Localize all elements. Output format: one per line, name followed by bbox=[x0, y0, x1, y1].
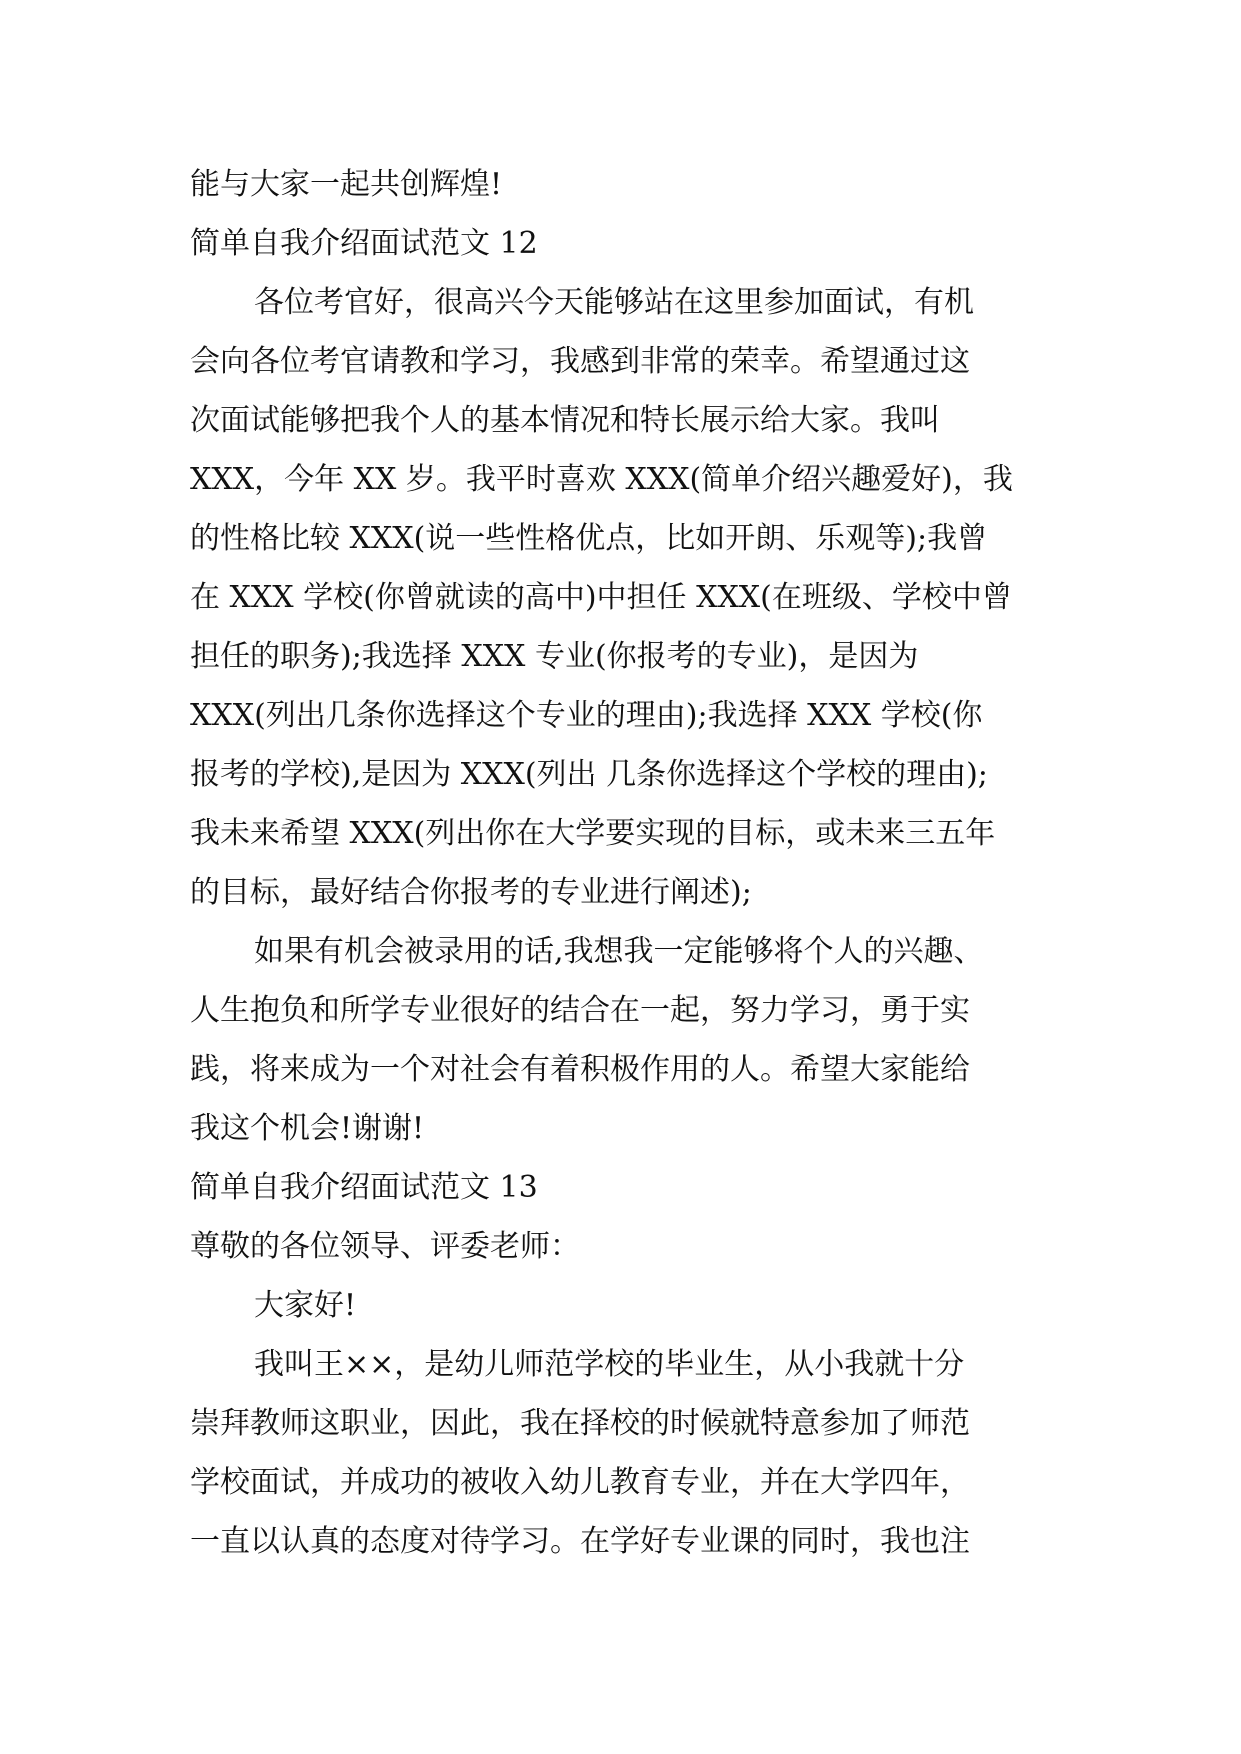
paragraph-line: 会向各位考官请教和学习，我感到非常的荣幸。希望通过这 bbox=[190, 344, 970, 379]
paragraph-line: 报考的学校),是因为 XXX(列出 几条你选择这个学校的理由); bbox=[190, 757, 988, 792]
paragraph-line: 崇拜教师这职业，因此，我在择校的时候就特意参加了师范 bbox=[190, 1406, 970, 1441]
paragraph-line: 的性格比较 XXX(说一些性格优点，比如开朗、乐观等);我曾 bbox=[190, 521, 988, 556]
greeting: 大家好! bbox=[254, 1288, 357, 1323]
paragraph-line: 我叫王××，是幼儿师范学校的毕业生，从小我就十分 bbox=[254, 1347, 965, 1382]
paragraph-line: 次面试能够把我个人的基本情况和特长展示给大家。我叫 bbox=[190, 403, 940, 438]
paragraph-line: 一直以认真的态度对待学习。在学好专业课的同时，我也注 bbox=[190, 1524, 970, 1559]
paragraph-line: 践，将来成为一个对社会有着积极作用的人。希望大家能给 bbox=[190, 1052, 970, 1087]
paragraph-line: XXX，今年 XX 岁。我平时喜欢 XXX(简单介绍兴趣爱好)，我 bbox=[190, 462, 1013, 497]
paragraph-line: 如果有机会被录用的话,我想我一定能够将个人的兴趣、 bbox=[254, 934, 984, 969]
paragraph-line: 在 XXX 学校(你曾就读的高中)中担任 XXX(在班级、学校中曾 bbox=[190, 580, 1012, 615]
paragraph-line: 学校面试，并成功的被收入幼儿教育专业，并在大学四年， bbox=[190, 1465, 970, 1500]
paragraph-line: 我未来希望 XXX(列出你在大学要实现的目标，或未来三五年 bbox=[190, 816, 996, 851]
paragraph-line: 的目标，最好结合你报考的专业进行阐述); bbox=[190, 875, 752, 910]
salutation: 尊敬的各位领导、评委老师： bbox=[190, 1229, 580, 1264]
text-line: 能与大家一起共创辉煌! bbox=[190, 167, 503, 202]
document-page bbox=[190, 155, 1051, 1571]
paragraph-line: 人生抱负和所学专业很好的结合在一起，努力学习，勇于实 bbox=[190, 993, 970, 1028]
paragraph-line: 担任的职务);我选择 XXX 专业(你报考的专业)，是因为 bbox=[190, 639, 919, 674]
section-heading-13: 简单自我介绍面试范文 13 bbox=[190, 1170, 538, 1205]
section-heading-12: 简单自我介绍面试范文 12 bbox=[190, 226, 538, 261]
paragraph-line: 我这个机会!谢谢! bbox=[190, 1111, 425, 1146]
paragraph-line: 各位考官好，很高兴今天能够站在这里参加面试，有机 bbox=[254, 285, 974, 320]
paragraph-line: XXX(列出几条你选择这个专业的理由);我选择 XXX 学校(你 bbox=[190, 698, 983, 733]
